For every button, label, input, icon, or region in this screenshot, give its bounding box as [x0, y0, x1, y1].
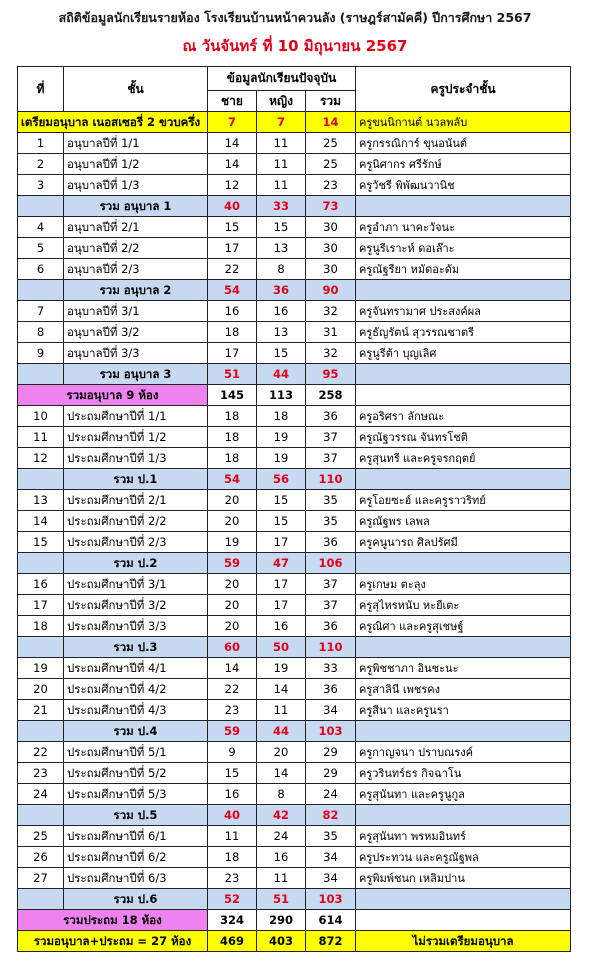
total-count: 36	[306, 532, 356, 553]
table-row	[18, 742, 571, 763]
male-count: 22	[208, 679, 257, 700]
male-count: 7	[208, 112, 257, 133]
female-count: 8	[257, 259, 306, 280]
row-number: 9	[18, 343, 64, 364]
homeroom-teacher: ครูประทวน และครูณัฐพล	[356, 847, 571, 868]
total-count: 35	[306, 490, 356, 511]
male-count: 17	[208, 238, 257, 259]
total-subtotal: 103	[306, 889, 356, 910]
table-row	[18, 196, 571, 217]
male-total: 145	[208, 385, 257, 406]
female-count: 17	[257, 574, 306, 595]
homeroom-teacher: ครูพิชชาภา อินชะนะ	[356, 658, 571, 679]
row-number	[18, 805, 64, 826]
row-number: 20	[18, 679, 64, 700]
female-count: 11	[257, 868, 306, 889]
row-number: 17	[18, 595, 64, 616]
class-name: ประถมศึกษาปีที่ 1/1	[64, 406, 208, 427]
header-total: รวม	[306, 91, 356, 112]
total-subtotal: 90	[306, 280, 356, 301]
female-subtotal: 50	[257, 637, 306, 658]
note-excluding-nursery: ไม่รวมเตรียมอนุบาล	[356, 931, 571, 952]
female-count: 19	[257, 427, 306, 448]
total-count: 32	[306, 343, 356, 364]
header-class: ชั้น	[64, 67, 208, 112]
table-row	[18, 511, 571, 532]
table-row	[18, 385, 571, 406]
male-count: 16	[208, 784, 257, 805]
male-count: 20	[208, 490, 257, 511]
row-number: 25	[18, 826, 64, 847]
row-number: 24	[18, 784, 64, 805]
table-row	[18, 826, 571, 847]
total-count: 30	[306, 238, 356, 259]
table-row	[18, 238, 571, 259]
grand-total-label: รวมอนุบาล+ประถม = 27 ห้อง	[18, 931, 208, 952]
row-number	[18, 721, 64, 742]
class-name: ประถมศึกษาปีที่ 1/2	[64, 427, 208, 448]
row-number	[18, 553, 64, 574]
total-count: 37	[306, 448, 356, 469]
header-current-data: ข้อมูลนักเรียนปัจจุบัน	[208, 67, 356, 91]
table-row	[18, 679, 571, 700]
male-subtotal: 59	[208, 721, 257, 742]
male-count: 20	[208, 574, 257, 595]
total-count: 30	[306, 217, 356, 238]
female-count: 17	[257, 595, 306, 616]
female-count: 8	[257, 784, 306, 805]
table-row	[18, 448, 571, 469]
male-subtotal: 52	[208, 889, 257, 910]
homeroom-teacher: ครูกรรณิการ์ ขุนอนันต์	[356, 133, 571, 154]
total-count: 23	[306, 175, 356, 196]
row-number: 15	[18, 532, 64, 553]
total-subtotal: 82	[306, 805, 356, 826]
male-count: 17	[208, 343, 257, 364]
total-count: 33	[306, 658, 356, 679]
total-count: 25	[306, 133, 356, 154]
total-subtotal: 95	[306, 364, 356, 385]
table-row	[18, 889, 571, 910]
male-count: 20	[208, 616, 257, 637]
total-count: 36	[306, 616, 356, 637]
subtotal-label: รวม ป.3	[64, 637, 208, 658]
row-number: 19	[18, 658, 64, 679]
row-number: 14	[18, 511, 64, 532]
female-count: 15	[257, 217, 306, 238]
table-row	[18, 133, 571, 154]
table-row	[18, 175, 571, 196]
female-count: 15	[257, 490, 306, 511]
total-subtotal: 106	[306, 553, 356, 574]
female-total: 290	[257, 910, 306, 931]
class-name: ประถมศึกษาปีที่ 5/1	[64, 742, 208, 763]
table-body	[18, 112, 571, 952]
subtotal-label: รวม อนุบาล 2	[64, 280, 208, 301]
male-count: 18	[208, 448, 257, 469]
male-count: 14	[208, 154, 257, 175]
total-count: 29	[306, 742, 356, 763]
nursery-label: เตรียมอนุบาล เนอสเซอรี่ 2 ขวบครึ่ง	[18, 112, 208, 133]
table-row	[18, 868, 571, 889]
homeroom-teacher: ครูธัญรัตน์ สุวรรณชาตรี	[356, 322, 571, 343]
homeroom-teacher: ครูสุนันทา พรหมอินทร์	[356, 826, 571, 847]
female-count: 13	[257, 322, 306, 343]
class-name: อนุบาลปีที่ 2/2	[64, 238, 208, 259]
row-number	[18, 637, 64, 658]
grand-total: 258	[306, 385, 356, 406]
homeroom-teacher: ครูณัฐพร เลพล	[356, 511, 571, 532]
total-count: 31	[306, 322, 356, 343]
homeroom-teacher: ครูวัชรี พิพัฒนวานิช	[356, 175, 571, 196]
row-number: 13	[18, 490, 64, 511]
class-name: ประถมศึกษาปีที่ 4/1	[64, 658, 208, 679]
total-count: 37	[306, 574, 356, 595]
male-subtotal: 60	[208, 637, 257, 658]
table-row	[18, 553, 571, 574]
teacher-empty	[356, 889, 571, 910]
class-name: ประถมศึกษาปีที่ 3/2	[64, 595, 208, 616]
female-count: 14	[257, 763, 306, 784]
class-name: อนุบาลปีที่ 2/1	[64, 217, 208, 238]
table-row	[18, 112, 571, 133]
homeroom-teacher: ครูนิศากร ศรีรักษ์	[356, 154, 571, 175]
grand-total: 872	[306, 931, 356, 952]
female-subtotal: 56	[257, 469, 306, 490]
homeroom-teacher: ครูนูรีเราะห์ ดอเล๊าะ	[356, 238, 571, 259]
teacher-empty	[356, 553, 571, 574]
female-count: 11	[257, 175, 306, 196]
header-no: ที่	[18, 67, 64, 112]
table-row	[18, 364, 571, 385]
teacher-empty	[356, 910, 571, 931]
male-count: 15	[208, 763, 257, 784]
homeroom-teacher: ครูคนูนารถ ศิลปรัศมี	[356, 532, 571, 553]
total-count: 32	[306, 301, 356, 322]
female-grand-total: 403	[257, 931, 306, 952]
table-row	[18, 574, 571, 595]
table-row	[18, 217, 571, 238]
teacher-empty	[356, 280, 571, 301]
female-count: 19	[257, 448, 306, 469]
female-count: 13	[257, 238, 306, 259]
teacher-empty	[356, 469, 571, 490]
page-subtitle: ณ วันจันทร์ ที่ 10 มิถุนายน 2567	[182, 37, 408, 55]
teacher-empty	[356, 805, 571, 826]
teacher-empty	[356, 196, 571, 217]
homeroom-teacher: ครูณัฐรียา หมัดอะดัม	[356, 259, 571, 280]
male-count: 14	[208, 133, 257, 154]
table-row	[18, 847, 571, 868]
female-count: 20	[257, 742, 306, 763]
class-name: อนุบาลปีที่ 3/3	[64, 343, 208, 364]
header-teacher: ครูประจำชั้น	[356, 67, 571, 112]
homeroom-teacher: ครูอำภา นาคะวัจนะ	[356, 217, 571, 238]
row-number: 22	[18, 742, 64, 763]
total-count: 35	[306, 826, 356, 847]
subtotal-label: รวม อนุบาล 3	[64, 364, 208, 385]
row-number: 1	[18, 133, 64, 154]
row-number	[18, 364, 64, 385]
teacher-empty	[356, 385, 571, 406]
male-count: 22	[208, 259, 257, 280]
male-subtotal: 54	[208, 469, 257, 490]
row-number: 3	[18, 175, 64, 196]
table-row	[18, 490, 571, 511]
total-count: 24	[306, 784, 356, 805]
male-subtotal: 40	[208, 805, 257, 826]
row-number: 7	[18, 301, 64, 322]
row-number: 16	[18, 574, 64, 595]
table-row	[18, 658, 571, 679]
grand-total: 614	[306, 910, 356, 931]
row-number: 2	[18, 154, 64, 175]
homeroom-teacher: ครูสุไหรหนับ หะยีเตะ	[356, 595, 571, 616]
male-count: 18	[208, 427, 257, 448]
female-subtotal: 44	[257, 364, 306, 385]
teacher-empty	[356, 364, 571, 385]
total-subtotal: 110	[306, 469, 356, 490]
total-count: 34	[306, 868, 356, 889]
homeroom-teacher: ครูสาลินี เพชรคง	[356, 679, 571, 700]
female-count: 14	[257, 679, 306, 700]
homeroom-teacher: ครูจันทรามาศ ประสงค์ผล	[356, 301, 571, 322]
female-subtotal: 42	[257, 805, 306, 826]
homeroom-teacher: ครูสุนันทา และครูนูกูล	[356, 784, 571, 805]
total-subtotal: 103	[306, 721, 356, 742]
total-count: 37	[306, 595, 356, 616]
table-row	[18, 322, 571, 343]
row-number: 8	[18, 322, 64, 343]
homeroom-teacher: ครูอริศรา ลักษณะ	[356, 406, 571, 427]
female-count: 16	[257, 301, 306, 322]
homeroom-teacher: ครูเกษม ตะลุง	[356, 574, 571, 595]
male-subtotal: 54	[208, 280, 257, 301]
homeroom-teacher: ครูสุนทรี และครูจรกฤตย์	[356, 448, 571, 469]
table-row	[18, 931, 571, 952]
male-subtotal: 59	[208, 553, 257, 574]
class-name: อนุบาลปีที่ 1/2	[64, 154, 208, 175]
subtotal-label: รวม ป.1	[64, 469, 208, 490]
table-row	[18, 406, 571, 427]
male-count: 20	[208, 595, 257, 616]
male-count: 18	[208, 406, 257, 427]
total-count: 36	[306, 406, 356, 427]
male-count: 16	[208, 301, 257, 322]
female-total: 113	[257, 385, 306, 406]
table-row	[18, 616, 571, 637]
male-count: 12	[208, 175, 257, 196]
homeroom-teacher: ครูณิศา และครูสุเชษฐ์	[356, 616, 571, 637]
row-number: 4	[18, 217, 64, 238]
table-row	[18, 427, 571, 448]
table-row	[18, 595, 571, 616]
male-count: 18	[208, 847, 257, 868]
teacher-empty	[356, 637, 571, 658]
row-number	[18, 469, 64, 490]
class-name: ประถมศึกษาปีที่ 5/3	[64, 784, 208, 805]
female-subtotal: 51	[257, 889, 306, 910]
class-name: ประถมศึกษาปีที่ 6/1	[64, 826, 208, 847]
header-female: หญิง	[257, 91, 306, 112]
female-count: 16	[257, 616, 306, 637]
female-count: 16	[257, 847, 306, 868]
table-row	[18, 301, 571, 322]
table-row	[18, 469, 571, 490]
table-row	[18, 154, 571, 175]
male-count: 20	[208, 511, 257, 532]
total-count: 36	[306, 679, 356, 700]
table-row	[18, 763, 571, 784]
class-name: อนุบาลปีที่ 1/3	[64, 175, 208, 196]
class-name: อนุบาลปีที่ 3/1	[64, 301, 208, 322]
class-name: อนุบาลปีที่ 3/2	[64, 322, 208, 343]
homeroom-teacher: ครูโอยซะฮ์ และครูราวริทย์	[356, 490, 571, 511]
total-count: 35	[306, 511, 356, 532]
homeroom-teacher: ครูพิมพ์ชนก เหลิมปาน	[356, 868, 571, 889]
table-row	[18, 721, 571, 742]
female-subtotal: 36	[257, 280, 306, 301]
subtotal-label: รวม ป.2	[64, 553, 208, 574]
class-name: ประถมศึกษาปีที่ 3/3	[64, 616, 208, 637]
female-count: 11	[257, 154, 306, 175]
male-subtotal: 40	[208, 196, 257, 217]
male-count: 23	[208, 700, 257, 721]
row-number: 27	[18, 868, 64, 889]
homeroom-teacher: ครูสีนา และครูนรา	[356, 700, 571, 721]
total-count: 37	[306, 427, 356, 448]
table-row	[18, 910, 571, 931]
subtotal-label: รวม ป.6	[64, 889, 208, 910]
row-number: 12	[18, 448, 64, 469]
homeroom-teacher: ครูขนนิกานต์ นวลพลับ	[356, 112, 571, 133]
class-name: ประถมศึกษาปีที่ 1/3	[64, 448, 208, 469]
row-number: 26	[18, 847, 64, 868]
male-subtotal: 51	[208, 364, 257, 385]
male-count: 9	[208, 742, 257, 763]
female-count: 17	[257, 532, 306, 553]
homeroom-teacher: ครูกาญจนา ปราบณรงค์	[356, 742, 571, 763]
female-count: 15	[257, 343, 306, 364]
row-number: 11	[18, 427, 64, 448]
table-row	[18, 343, 571, 364]
total-count: 34	[306, 847, 356, 868]
row-number: 23	[18, 763, 64, 784]
male-grand-total: 469	[208, 931, 257, 952]
table-row	[18, 259, 571, 280]
total-subtotal: 110	[306, 637, 356, 658]
female-count: 19	[257, 658, 306, 679]
row-number	[18, 889, 64, 910]
row-number: 5	[18, 238, 64, 259]
female-count: 15	[257, 511, 306, 532]
class-name: ประถมศึกษาปีที่ 6/2	[64, 847, 208, 868]
female-count: 18	[257, 406, 306, 427]
class-name: ประถมศึกษาปีที่ 2/3	[64, 532, 208, 553]
row-number	[18, 280, 64, 301]
subtotal-label: รวม ป.4	[64, 721, 208, 742]
class-name: ประถมศึกษาปีที่ 2/2	[64, 511, 208, 532]
class-name: ประถมศึกษาปีที่ 6/3	[64, 868, 208, 889]
header-male: ชาย	[208, 91, 257, 112]
female-count: 24	[257, 826, 306, 847]
female-subtotal: 33	[257, 196, 306, 217]
male-total: 324	[208, 910, 257, 931]
homeroom-teacher: ครูวรินทร์ธร กิจฉาโน	[356, 763, 571, 784]
table-row	[18, 700, 571, 721]
level-total-label: รวมประถม 18 ห้อง	[18, 910, 208, 931]
level-total-label: รวมอนุบาล 9 ห้อง	[18, 385, 208, 406]
female-count: 11	[257, 700, 306, 721]
class-name: ประถมศึกษาปีที่ 5/2	[64, 763, 208, 784]
table-row	[18, 637, 571, 658]
male-count: 14	[208, 658, 257, 679]
male-count: 18	[208, 322, 257, 343]
teacher-empty	[356, 721, 571, 742]
row-number	[18, 196, 64, 217]
male-count: 19	[208, 532, 257, 553]
class-name: ประถมศึกษาปีที่ 3/1	[64, 574, 208, 595]
total-count: 29	[306, 763, 356, 784]
class-name: อนุบาลปีที่ 2/3	[64, 259, 208, 280]
class-name: ประถมศึกษาปีที่ 4/2	[64, 679, 208, 700]
male-count: 11	[208, 826, 257, 847]
class-name: อนุบาลปีที่ 1/1	[64, 133, 208, 154]
row-number: 21	[18, 700, 64, 721]
row-number: 6	[18, 259, 64, 280]
total-count: 34	[306, 700, 356, 721]
row-number: 10	[18, 406, 64, 427]
homeroom-teacher: ครูนูรีต้า บุญเลิศ	[356, 343, 571, 364]
class-name: ประถมศึกษาปีที่ 4/3	[64, 700, 208, 721]
page-title: สถิติข้อมูลนักเรียนรายห้อง โรงเรียนบ้านหน้าควนลัง (ราษฎร์สามัคคี) ปีการศึกษา 2567	[58, 10, 532, 25]
table-row	[18, 805, 571, 826]
male-count: 15	[208, 217, 257, 238]
table-row	[18, 532, 571, 553]
total-subtotal: 73	[306, 196, 356, 217]
subtotal-label: รวม ป.5	[64, 805, 208, 826]
subtotal-label: รวม อนุบาล 1	[64, 196, 208, 217]
table-row	[18, 280, 571, 301]
female-count: 11	[257, 133, 306, 154]
class-name: ประถมศึกษาปีที่ 2/1	[64, 490, 208, 511]
row-number: 18	[18, 616, 64, 637]
female-subtotal: 47	[257, 553, 306, 574]
student-statistics-table	[17, 66, 571, 952]
total-count: 30	[306, 259, 356, 280]
total-count: 14	[306, 112, 356, 133]
female-count: 7	[257, 112, 306, 133]
table-row	[18, 784, 571, 805]
homeroom-teacher: ครูณัฐวรรณ จันทรโชติ	[356, 427, 571, 448]
female-subtotal: 44	[257, 721, 306, 742]
male-count: 23	[208, 868, 257, 889]
total-count: 25	[306, 154, 356, 175]
